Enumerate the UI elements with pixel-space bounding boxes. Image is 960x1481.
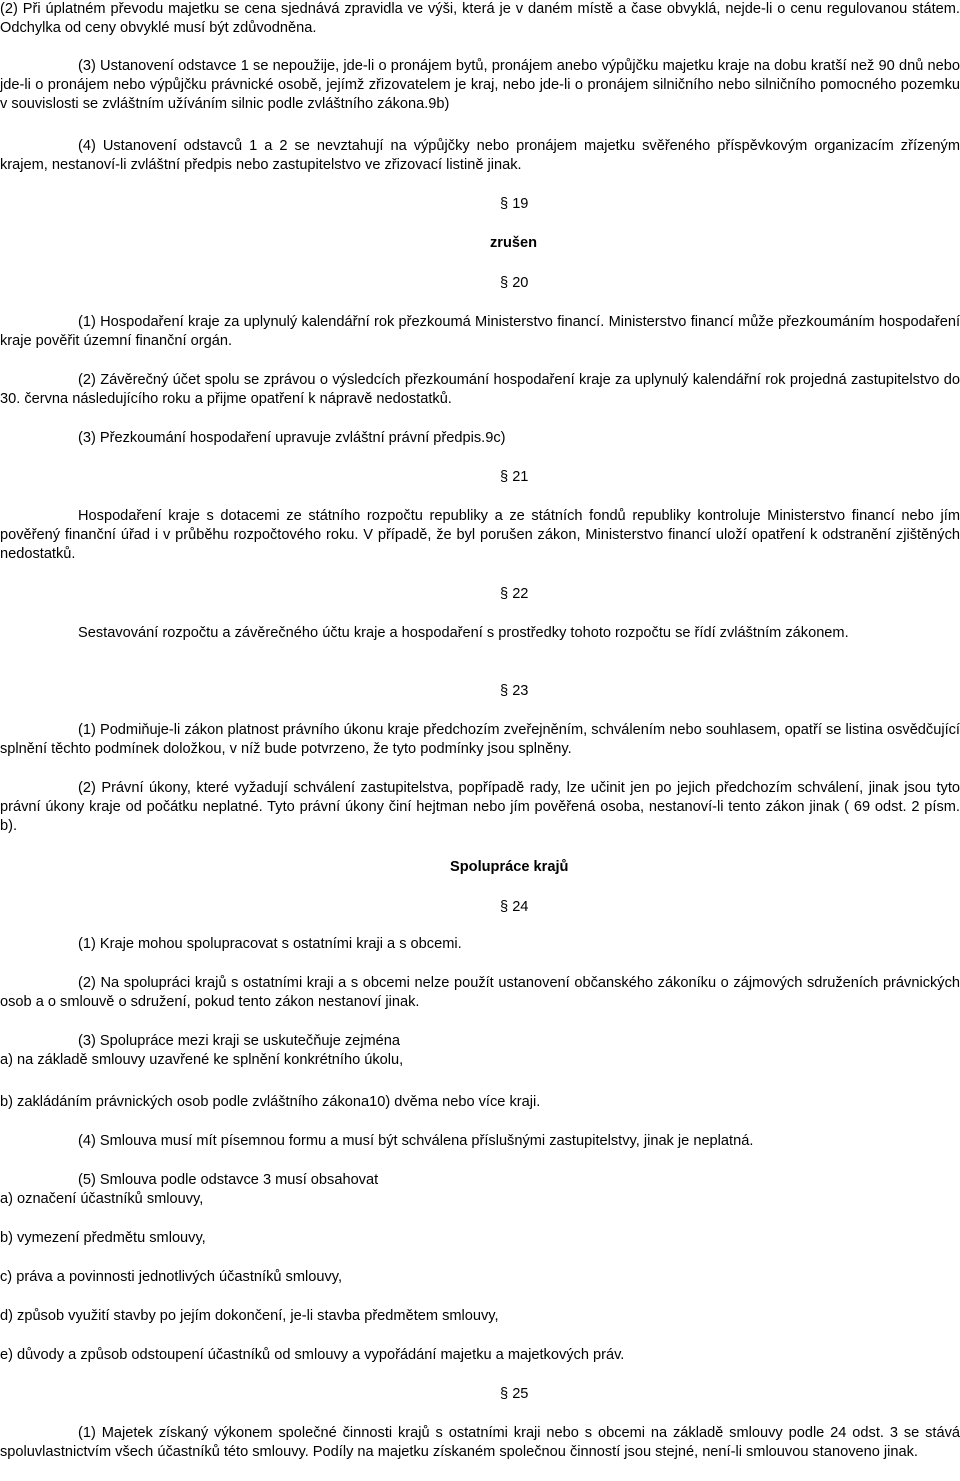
paragraph-21: Hospodaření kraje s dotacemi ze státního rozpočtu republiky a ze státních fondů republiky kontroluje Ministerstvo financí nebo jím pověřený finanční úřad i v průběhu rozpočtového roku. V případě, že byl porušen zákon, Ministerstvo financí uloží opatření k odstranění zjištěných nedostatků. [0, 508, 960, 562]
paragraph-17-3: (3) Ustanovení odstavce 1 se nepoužije, jde-li o pronájem bytů, pronájem anebo výpůjčku majetku kraje na dobu kratší než 90 dnů nebo jde-li o pronájem nebo výpůjčku právnické osobě, jejímž zřizovatelem je kraj, nebo jde-li o pronájem silničního nebo silničního pomocného pozemku v souvislosti se zvláštním užíváním silnic podle zvláštního zákona.9b) [0, 58, 960, 112]
section-22-number: § 22 [500, 586, 529, 602]
section-19-status: zrušen [490, 235, 538, 251]
section-21-number: § 21 [500, 469, 529, 485]
section-sign-icon: § [500, 196, 509, 212]
list-item-24-5b: b) vymezení předmětu smlouvy, [0, 1230, 206, 1246]
paragraph-25-1: (1) Majetek získaný výkonem společné činnosti krajů s ostatními kraji nebo s obcemi na základě smlouvy podle 24 odst. 3 se stává spoluvlastnictvím všech účastníků této smlouvy. Podíly na majetku získaném společnou činností jsou stejné, není-li smlouvou stanoveno jinak. [0, 1425, 960, 1460]
section-20-number: § 20 [500, 275, 529, 291]
paragraph-24-4: (4) Smlouva musí mít písemnou formu a musí být schválena příslušnými zastupitelstvy, jinak je neplatná. [78, 1133, 754, 1149]
paragraph-24-1: (1) Kraje mohou spolupracovat s ostatními kraji a s obcemi. [78, 936, 462, 952]
section-sign-icon: § [500, 275, 509, 291]
section-sign-icon: § [500, 683, 509, 699]
section-sign-icon: § [500, 586, 509, 602]
list-item-24-5a: a) označení účastníků smlouvy, [0, 1191, 204, 1207]
list-item-24-5d: d) způsob využití stavby po jejím dokončení, je-li stavba předmětem smlouvy, [0, 1308, 499, 1324]
paragraph-17-2: (2) Při úplatném převodu majetku se cena sjednává zpravidla ve výši, která je v daném místě a čase obvyklá, nejde-li o cenu regulovanou státem. Odchylka od ceny obvyklé musí být zdůvodněna. [0, 1, 960, 36]
section-25-number: § 25 [500, 1386, 529, 1402]
paragraph-24-2: (2) Na spolupráci krajů s ostatními kraji a s obcemi nelze použít ustanovení občanského zákoníku o zájmových sdruženích právnických osob a o smlouvě o sdružení, pokud tento zákon nestanoví jinak. [0, 975, 960, 1010]
paragraph-23-2: (2) Právní úkony, které vyžadují schválení zastupitelstva, popřípadě rady, lze učinit jen po jejich předchozím schválení, jinak jsou tyto právní úkony kraje od počátku neplatné. Tyto právní úkony činí hejtman nebo jím pověřená osoba, nestanoví-li tento zákon jinak ( 69 odst. 2 písm. b). [0, 780, 960, 834]
paragraph-20-2: (2) Závěrečný účet spolu se zprávou o výsledcích přezkoumání hospodaření kraje za uplynulý kalendářní rok projedná zastupitelstvo do 30. června následujícího roku a přijme opatření k nápravě nedostatků. [0, 372, 960, 407]
section-23-number: § 23 [500, 683, 529, 699]
paragraph-24-3: (3) Spolupráce mezi kraji se uskutečňuje zejména [78, 1033, 401, 1049]
paragraph-20-1: (1) Hospodaření kraje za uplynulý kalendářní rok přezkoumá Ministerstvo financí. Ministerstvo financí může přezkoumáním hospodaření kraje pověřit územní finanční orgán. [0, 314, 960, 349]
list-item-24-5c: c) práva a povinnosti jednotlivých účastníků smlouvy, [0, 1269, 343, 1285]
section-19-number: § 19 [500, 196, 529, 212]
heading-cooperation: Spolupráce krajů [450, 859, 569, 875]
list-item-24-3a: a) na základě smlouvy uzavřené ke splnění konkrétního úkolu, [0, 1052, 404, 1068]
section-sign-icon: § [500, 469, 509, 485]
paragraph-17-4: (4) Ustanovení odstavců 1 a 2 se nevztahují na výpůjčky nebo pronájem majetku svěřeného příspěvkovým organizacím zřízeným krajem, nestanoví-li zvláštní předpis nebo zastupitelstvo ve zřizovací listině jinak. [0, 138, 960, 173]
paragraph-20-3: (3) Přezkoumání hospodaření upravuje zvláštní právní předpis.9c) [78, 430, 506, 446]
paragraph-23-1: (1) Podmiňuje-li zákon platnost právního úkonu kraje předchozím zveřejněním, schválením nebo souhlasem, opatří se listina osvědčující splnění těchto podmínek doložkou, v níž bude potvrzeno, že tyto podmínky jsou splněny. [0, 722, 960, 757]
list-item-24-3b: b) zakládáním právnických osob podle zvláštního zákona10) dvěma nebo více kraji. [0, 1094, 541, 1110]
paragraph-24-5: (5) Smlouva podle odstavce 3 musí obsahovat [78, 1172, 379, 1188]
paragraph-22: Sestavování rozpočtu a závěrečného účtu kraje a hospodaření s prostředky tohoto rozpočtu se řídí zvláštním zákonem. [78, 625, 849, 641]
section-sign-icon: § [500, 899, 509, 915]
list-item-24-5e: e) důvody a způsob odstoupení účastníků od smlouvy a vypořádání majetku a majetkových práv. [0, 1347, 625, 1363]
section-sign-icon: § [500, 1386, 509, 1402]
section-24-number: § 24 [500, 899, 529, 915]
